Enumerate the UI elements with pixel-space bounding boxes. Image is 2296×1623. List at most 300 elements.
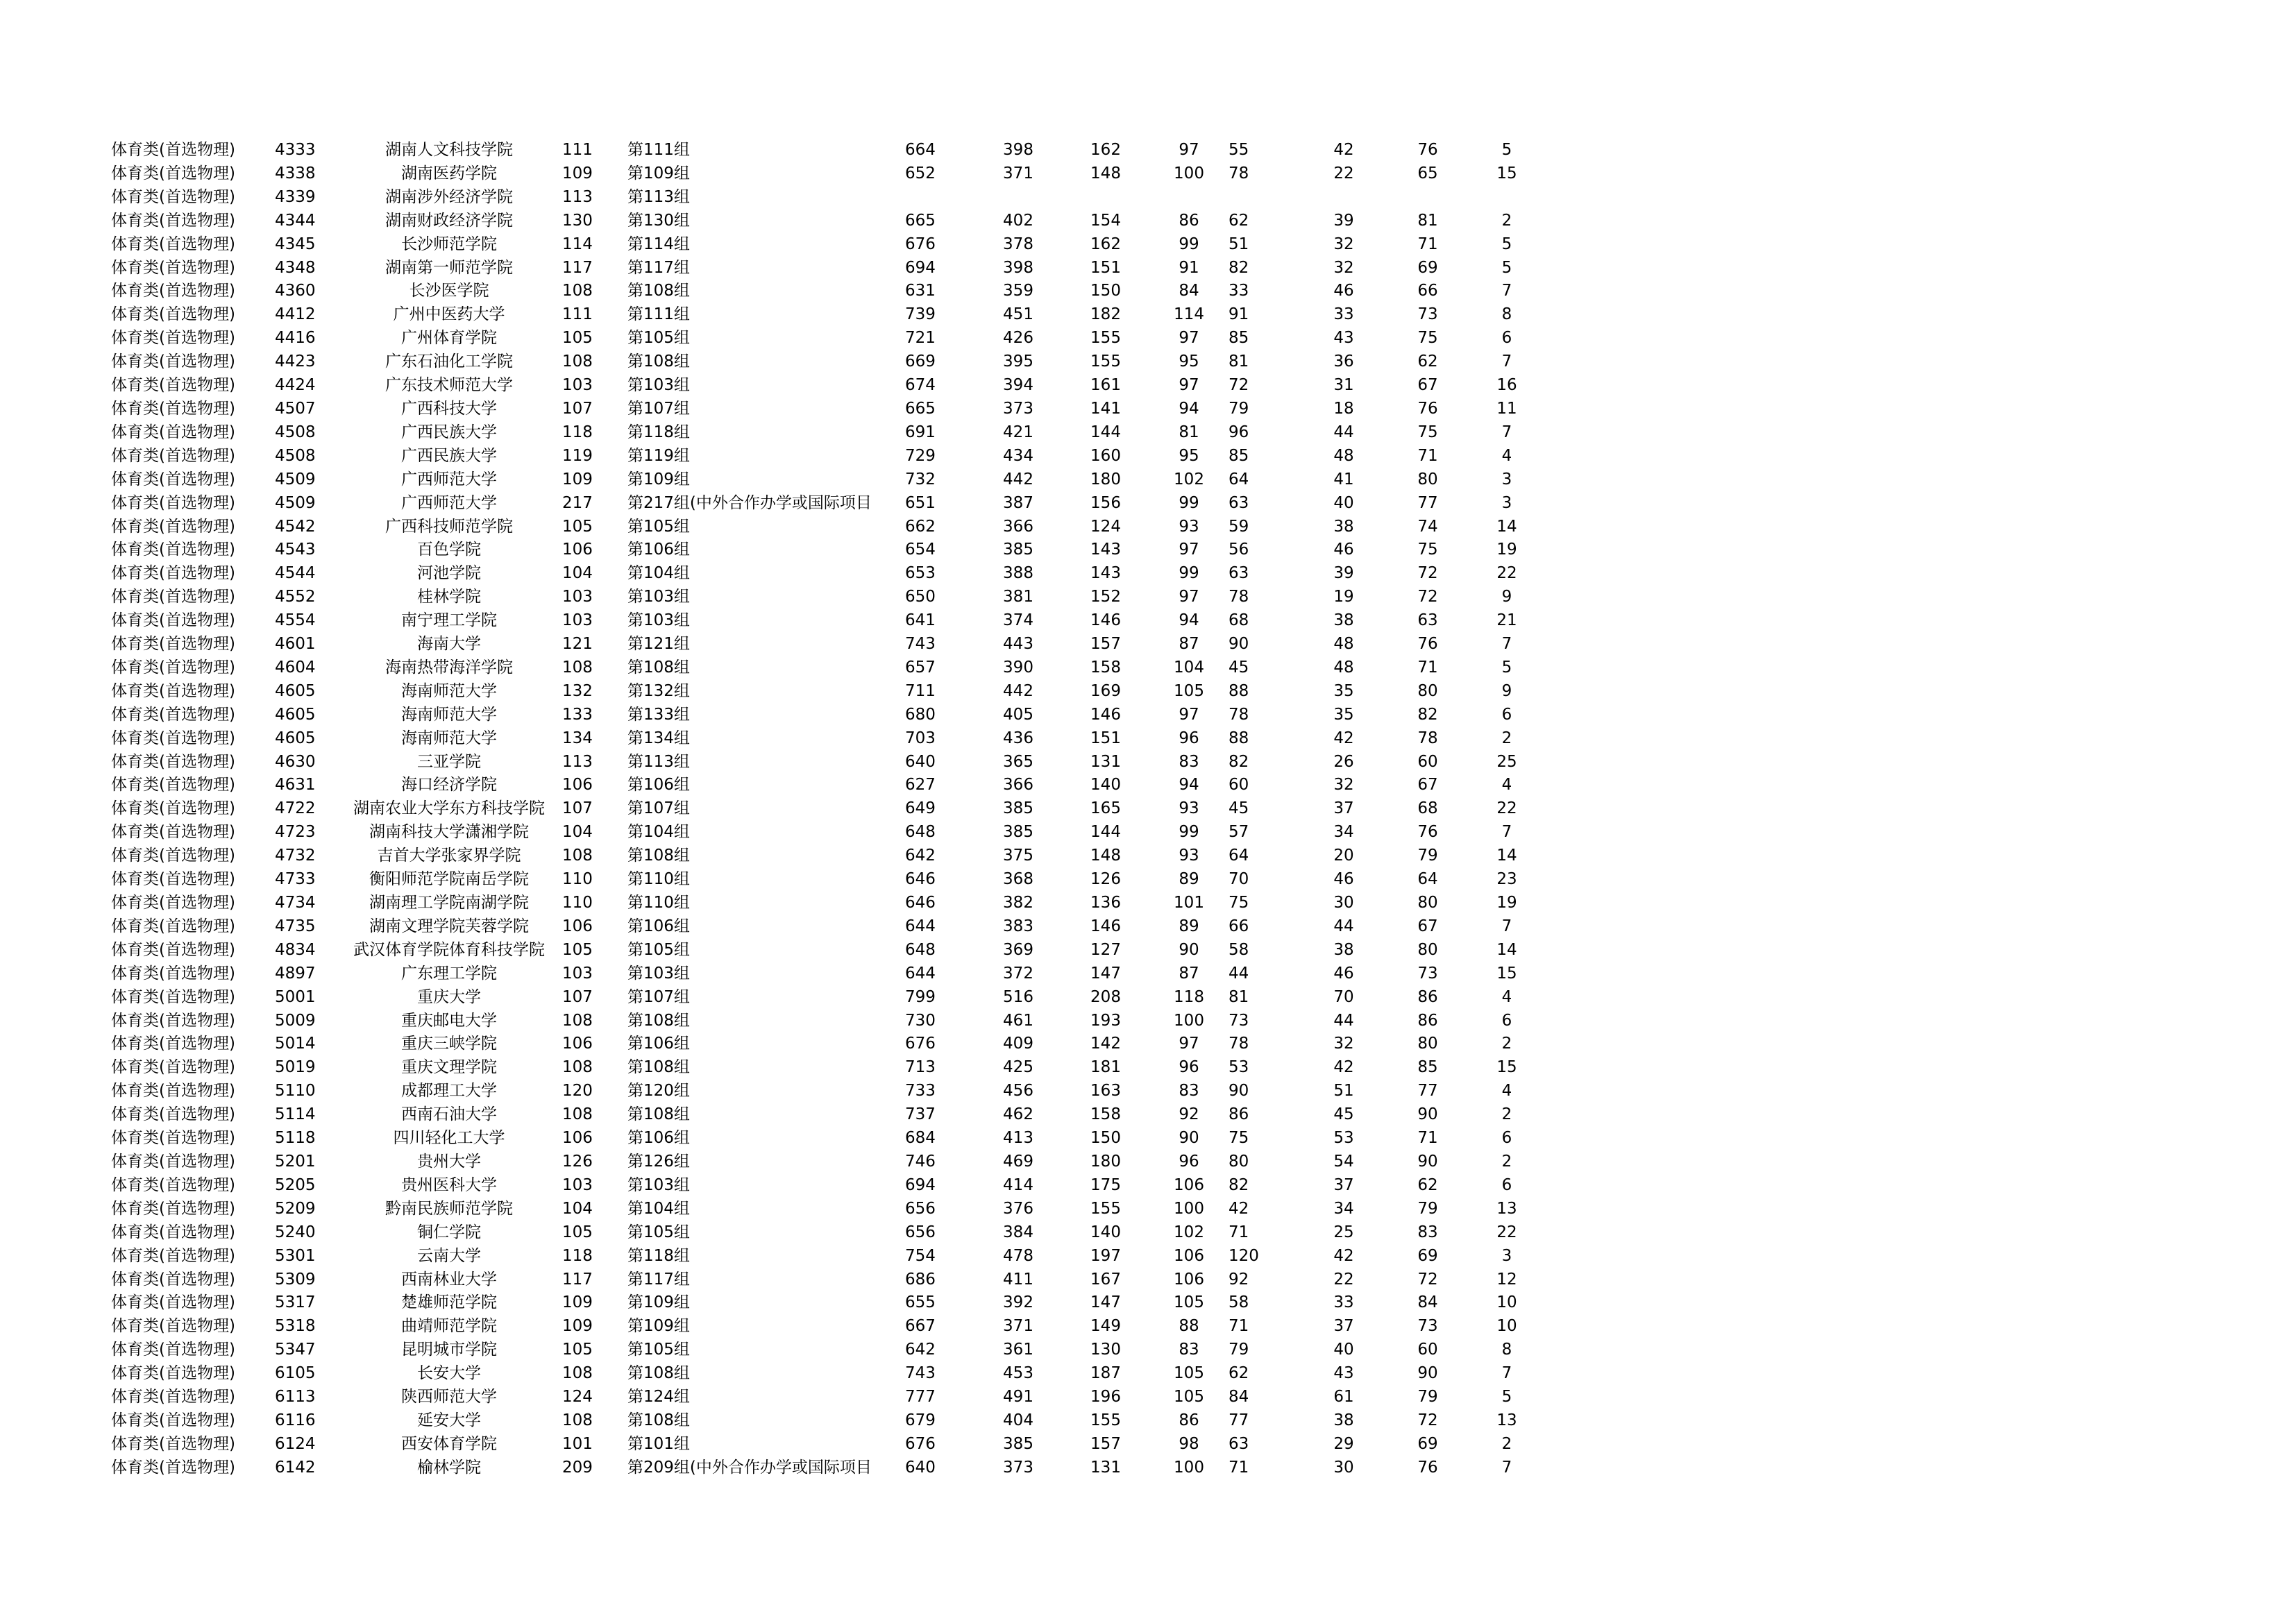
school-name-cell: 广东技术师范大学: [385, 376, 513, 395]
score-col-12: 69: [1417, 258, 1438, 277]
score-col-8: 208: [1090, 987, 1121, 1006]
school-name-cell: 广西民族大学: [401, 446, 497, 465]
group-code-cell: 111: [562, 141, 593, 159]
score-col-12: 67: [1417, 776, 1438, 794]
group-code-cell: 107: [562, 799, 593, 818]
score-col-8: 160: [1090, 446, 1121, 465]
school-code-cell: 4345: [275, 235, 316, 253]
total-score-cell: 665: [905, 399, 936, 418]
score-col-11: 35: [1333, 681, 1354, 700]
score-col-9: 99: [1179, 493, 1199, 512]
score-col-13: 7: [1501, 423, 1512, 441]
total-score-cell: 739: [905, 305, 936, 324]
score-col-12: 86: [1417, 987, 1438, 1006]
table-row: [111, 327, 1541, 350]
score-col-9: 84: [1179, 282, 1199, 300]
score-col-8: 152: [1090, 588, 1121, 606]
group-code-cell: 209: [562, 1458, 593, 1477]
total-score-cell: 644: [905, 917, 936, 935]
score-col-10: 120: [1229, 1246, 1259, 1265]
category-cell: 体育类(首选物理): [111, 1434, 235, 1453]
group-name-cell: 第104组: [627, 564, 690, 583]
score-col-12: 81: [1417, 211, 1438, 230]
school-code-cell: 4508: [275, 446, 316, 465]
category-cell: 体育类(首选物理): [111, 187, 235, 206]
category-cell: 体育类(首选物理): [111, 282, 235, 300]
school-code-cell: 5201: [275, 1152, 316, 1171]
group-code-cell: 113: [562, 187, 593, 206]
school-name-cell: 三亚学院: [417, 752, 481, 771]
category-cell: 体育类(首选物理): [111, 917, 235, 935]
score-col-8: 167: [1090, 1270, 1121, 1289]
score-col-10: 71: [1229, 1223, 1249, 1241]
score-col-7: 421: [1003, 423, 1033, 441]
score-col-11: 30: [1333, 894, 1354, 912]
group-name-cell: 第118组: [627, 423, 690, 441]
table-row: [111, 1127, 1541, 1150]
school-code-cell: 4734: [275, 894, 316, 912]
score-col-9: 92: [1179, 1105, 1199, 1124]
score-col-12: [1383, 186, 1473, 210]
score-col-9: 83: [1179, 752, 1199, 771]
score-col-12: 90: [1417, 1364, 1438, 1383]
score-col-10: 55: [1229, 141, 1249, 159]
school-name-cell: 楚雄师范学院: [401, 1293, 497, 1312]
group-code-cell: 103: [562, 376, 593, 395]
score-col-11: 33: [1333, 305, 1354, 324]
total-score-cell: 799: [905, 987, 936, 1006]
group-code-cell: 104: [562, 1199, 593, 1218]
score-col-11: 41: [1333, 470, 1354, 488]
category-cell: 体育类(首选物理): [111, 164, 235, 182]
score-col-13: 9: [1501, 588, 1512, 606]
score-col-11: 51: [1333, 1082, 1354, 1101]
total-score-cell: 648: [905, 940, 936, 959]
score-col-13: 9: [1501, 681, 1512, 700]
score-col-13: 2: [1501, 211, 1512, 230]
group-name-cell: 第134组: [627, 729, 690, 747]
group-name-cell: 第113组: [627, 187, 690, 206]
group-name-cell: 第109组: [627, 470, 690, 488]
score-col-7: 373: [1003, 1458, 1033, 1477]
score-col-11: 46: [1333, 870, 1354, 889]
score-col-7: 384: [1003, 1223, 1033, 1241]
score-col-12: 72: [1417, 588, 1438, 606]
score-col-9: 90: [1179, 1129, 1199, 1148]
score-col-10: 92: [1229, 1270, 1249, 1289]
group-code-cell: 105: [562, 517, 593, 536]
score-col-11: 45: [1333, 1105, 1354, 1124]
school-code-cell: 4509: [275, 493, 316, 512]
score-col-13: 10: [1496, 1317, 1517, 1336]
score-col-11: 54: [1333, 1152, 1354, 1171]
score-col-11: 46: [1333, 541, 1354, 559]
score-col-8: 155: [1090, 352, 1121, 371]
group-name-cell: 第108组: [627, 1011, 690, 1030]
group-name-cell: 第108组: [627, 1105, 690, 1124]
total-score-cell: 694: [905, 258, 936, 277]
school-code-cell: 4552: [275, 588, 316, 606]
score-col-12: 73: [1417, 964, 1438, 983]
school-name-cell: 海南师范大学: [401, 705, 497, 724]
score-col-8: 165: [1090, 799, 1121, 818]
group-code-cell: 109: [562, 1293, 593, 1312]
score-col-8: 150: [1090, 1129, 1121, 1148]
score-col-12: 76: [1417, 823, 1438, 842]
score-col-10: 60: [1229, 776, 1249, 794]
score-col-7: 392: [1003, 1293, 1033, 1312]
total-score-cell: 729: [905, 446, 936, 465]
score-col-13: 2: [1501, 1434, 1512, 1453]
category-cell: 体育类(首选物理): [111, 799, 235, 818]
school-name-cell: 湖南财政经济学院: [385, 211, 513, 230]
group-code-cell: 103: [562, 1175, 593, 1194]
total-score-cell: 642: [905, 1341, 936, 1359]
score-col-8: 180: [1090, 470, 1121, 488]
score-col-11: 37: [1333, 1317, 1354, 1336]
table-row: [111, 468, 1541, 492]
school-name-cell: 南宁理工学院: [401, 611, 497, 630]
score-col-7: 478: [1003, 1246, 1033, 1265]
score-col-8: 151: [1090, 729, 1121, 747]
school-name-cell: 桂林学院: [417, 588, 481, 606]
score-col-8: 155: [1090, 1199, 1121, 1218]
score-col-7: 385: [1003, 799, 1033, 818]
score-col-9: 100: [1174, 1199, 1204, 1218]
group-code-cell: 105: [562, 1223, 593, 1241]
score-col-8: 143: [1090, 564, 1121, 583]
table-row: [111, 656, 1541, 680]
category-cell: 体育类(首选物理): [111, 1270, 235, 1289]
score-col-8: 149: [1090, 1317, 1121, 1336]
score-col-9: 99: [1179, 235, 1199, 253]
table-row: [111, 421, 1541, 445]
score-col-8: 142: [1090, 1035, 1121, 1053]
score-col-9: 100: [1174, 164, 1204, 182]
score-col-8: 151: [1090, 258, 1121, 277]
score-col-10: 73: [1229, 1011, 1249, 1030]
school-code-cell: 4543: [275, 541, 316, 559]
total-score-cell: 676: [905, 1035, 936, 1053]
table-row: [111, 844, 1541, 868]
score-col-7: 394: [1003, 376, 1033, 395]
school-name-cell: 广西师范大学: [401, 470, 497, 488]
score-col-9: 97: [1179, 541, 1199, 559]
score-col-12: 83: [1417, 1223, 1438, 1241]
school-name-cell: 重庆大学: [417, 987, 481, 1006]
group-code-cell: 104: [562, 823, 593, 842]
score-col-10: 68: [1229, 611, 1249, 630]
category-cell: 体育类(首选物理): [111, 493, 235, 512]
score-col-7: 383: [1003, 917, 1033, 935]
category-cell: 体育类(首选物理): [111, 658, 235, 677]
group-code-cell: 107: [562, 987, 593, 1006]
admission-score-table: [111, 139, 1541, 1480]
score-col-11: 40: [1333, 1341, 1354, 1359]
score-col-10: 78: [1229, 705, 1249, 724]
group-code-cell: 104: [562, 564, 593, 583]
table-row: [111, 445, 1541, 468]
score-col-10: 63: [1229, 493, 1249, 512]
score-col-13: 3: [1501, 493, 1512, 512]
category-cell: 体育类(首选物理): [111, 847, 235, 865]
score-col-8: 162: [1090, 141, 1121, 159]
score-col-11: 44: [1333, 423, 1354, 441]
score-col-12: 72: [1417, 564, 1438, 583]
score-col-12: 72: [1417, 1411, 1438, 1429]
category-cell: 体育类(首选物理): [111, 1011, 235, 1030]
score-col-11: 42: [1333, 1058, 1354, 1077]
score-col-10: 62: [1229, 211, 1249, 230]
group-code-cell: 108: [562, 282, 593, 300]
score-col-8: 136: [1090, 894, 1121, 912]
score-col-10: 88: [1229, 729, 1249, 747]
school-name-cell: 四川轻化工大学: [393, 1129, 505, 1148]
school-name-cell: 广西科技师范学院: [385, 517, 513, 536]
school-name-cell: 延安大学: [417, 1411, 481, 1429]
school-name-cell: 广州体育学院: [401, 329, 497, 348]
table-row: [111, 538, 1541, 562]
score-col-7: 434: [1003, 446, 1033, 465]
score-col-8: 158: [1090, 658, 1121, 677]
score-col-7: 442: [1003, 470, 1033, 488]
group-name-cell: 第106组: [627, 1129, 690, 1148]
school-name-cell: 长沙医学院: [409, 282, 489, 300]
school-name-cell: 海南热带海洋学院: [385, 658, 513, 677]
score-col-12: 63: [1417, 611, 1438, 630]
group-code-cell: 108: [562, 1411, 593, 1429]
score-col-9: 99: [1179, 823, 1199, 842]
score-col-11: 39: [1333, 564, 1354, 583]
score-col-12: 73: [1417, 305, 1438, 324]
score-col-12: 79: [1417, 1388, 1438, 1407]
group-code-cell: 110: [562, 894, 593, 912]
group-name-cell: 第104组: [627, 823, 690, 842]
score-col-7: 373: [1003, 399, 1033, 418]
score-col-9: 94: [1179, 399, 1199, 418]
table-row: [111, 586, 1541, 609]
category-cell: 体育类(首选物理): [111, 729, 235, 747]
score-col-13: 7: [1501, 917, 1512, 935]
score-col-11: 38: [1333, 517, 1354, 536]
score-col-8: 197: [1090, 1246, 1121, 1265]
score-col-7: 381: [1003, 588, 1033, 606]
total-score-cell: 733: [905, 1082, 936, 1101]
category-cell: 体育类(首选物理): [111, 1175, 235, 1194]
category-cell: 体育类(首选物理): [111, 1341, 235, 1359]
total-score-cell: 667: [905, 1317, 936, 1336]
score-col-13: 22: [1496, 1223, 1517, 1241]
total-score-cell: 656: [905, 1199, 936, 1218]
school-name-cell: 河池学院: [417, 564, 481, 583]
score-col-9: 86: [1179, 211, 1199, 230]
table-row: [111, 1315, 1541, 1339]
category-cell: 体育类(首选物理): [111, 211, 235, 230]
group-name-cell: 第110组: [627, 894, 690, 912]
score-col-13: 5: [1501, 1388, 1512, 1407]
score-col-8: 158: [1090, 1105, 1121, 1124]
total-score-cell: 743: [905, 1364, 936, 1383]
score-col-9: 88: [1179, 1317, 1199, 1336]
score-col-13: 7: [1501, 635, 1512, 654]
total-score-cell: 646: [905, 894, 936, 912]
category-cell: 体育类(首选物理): [111, 1105, 235, 1124]
category-cell: 体育类(首选物理): [111, 894, 235, 912]
group-name-cell: 第107组: [627, 987, 690, 1006]
school-name-cell: 广西民族大学: [401, 423, 497, 441]
score-col-12: 75: [1417, 329, 1438, 348]
score-col-12: 80: [1417, 940, 1438, 959]
table-row: [111, 774, 1541, 797]
score-col-12: 60: [1417, 752, 1438, 771]
group-name-cell: 第124组: [627, 1388, 690, 1407]
category-cell: 体育类(首选物理): [111, 870, 235, 889]
total-score-cell: 684: [905, 1129, 936, 1148]
school-code-cell: 5014: [275, 1035, 316, 1053]
score-col-13: 4: [1501, 776, 1512, 794]
school-code-cell: 5347: [275, 1341, 316, 1359]
group-name-cell: 第105组: [627, 329, 690, 348]
score-col-7: 390: [1003, 658, 1033, 677]
score-col-12: 64: [1417, 870, 1438, 889]
school-code-cell: 5114: [275, 1105, 316, 1124]
table-row: [111, 1456, 1541, 1480]
score-col-9: [1149, 186, 1229, 210]
school-code-cell: 5009: [275, 1011, 316, 1030]
category-cell: 体育类(首选物理): [111, 1223, 235, 1241]
score-col-7: 385: [1003, 541, 1033, 559]
school-code-cell: 4723: [275, 823, 316, 842]
total-score-cell: 674: [905, 376, 936, 395]
score-col-9: 93: [1179, 517, 1199, 536]
score-col-8: 175: [1090, 1175, 1121, 1194]
group-name-cell: 第108组: [627, 1411, 690, 1429]
score-col-9: 87: [1179, 964, 1199, 983]
table-row: [111, 1033, 1541, 1056]
school-name-cell: 湖南农业大学东方科技学院: [353, 799, 545, 818]
score-col-9: 105: [1174, 1388, 1204, 1407]
score-col-10: 79: [1229, 1341, 1249, 1359]
score-col-13: 12: [1496, 1270, 1517, 1289]
score-col-9: 104: [1174, 658, 1204, 677]
school-code-cell: 5110: [275, 1082, 316, 1101]
score-col-7: 414: [1003, 1175, 1033, 1194]
score-col-10: 82: [1229, 1175, 1249, 1194]
score-col-8: 148: [1090, 164, 1121, 182]
total-score-cell: 665: [905, 211, 936, 230]
score-col-10: 90: [1229, 1082, 1249, 1101]
score-col-7: 462: [1003, 1105, 1033, 1124]
score-col-12: 62: [1417, 1175, 1438, 1194]
score-col-7: 368: [1003, 870, 1033, 889]
total-score-cell: 642: [905, 847, 936, 865]
score-col-11: 70: [1333, 987, 1354, 1006]
group-name-cell: 第121组: [627, 635, 690, 654]
score-col-13: 13: [1496, 1199, 1517, 1218]
total-score-cell: 711: [905, 681, 936, 700]
score-col-10: 44: [1229, 964, 1249, 983]
score-col-11: 36: [1333, 352, 1354, 371]
school-name-cell: 铜仁学院: [417, 1223, 481, 1241]
score-col-10: 66: [1229, 917, 1249, 935]
table-row: [111, 398, 1541, 421]
school-name-cell: 海南师范大学: [401, 681, 497, 700]
school-name-cell: 昆明城市学院: [401, 1341, 497, 1359]
table-row: [111, 680, 1541, 704]
category-cell: 体育类(首选物理): [111, 1152, 235, 1171]
school-name-cell: 海南师范大学: [401, 729, 497, 747]
score-col-10: 72: [1229, 376, 1249, 395]
score-col-8: 146: [1090, 917, 1121, 935]
score-col-7: 378: [1003, 235, 1033, 253]
category-cell: 体育类(首选物理): [111, 588, 235, 606]
category-cell: 体育类(首选物理): [111, 305, 235, 324]
table-body: [111, 139, 1541, 1480]
score-col-11: 42: [1333, 1246, 1354, 1265]
score-col-7: 371: [1003, 164, 1033, 182]
score-col-10: 90: [1229, 635, 1249, 654]
score-col-7: 425: [1003, 1058, 1033, 1077]
total-score-cell: 650: [905, 588, 936, 606]
table-row: [111, 1245, 1541, 1268]
school-code-cell: 5317: [275, 1293, 316, 1312]
group-code-cell: 108: [562, 658, 593, 677]
score-col-10: 58: [1229, 1293, 1249, 1312]
total-score-cell: 649: [905, 799, 936, 818]
group-code-cell: 124: [562, 1388, 593, 1407]
score-col-8: 154: [1090, 211, 1121, 230]
school-code-cell: 4733: [275, 870, 316, 889]
group-name-cell: 第133组: [627, 705, 690, 724]
score-col-9: 87: [1179, 635, 1199, 654]
score-col-7: 372: [1003, 964, 1033, 983]
school-code-cell: 4631: [275, 776, 316, 794]
score-col-11: 22: [1333, 1270, 1354, 1289]
spreadsheet: [111, 139, 1541, 1480]
score-col-7: 453: [1003, 1364, 1033, 1383]
score-col-13: 2: [1501, 1152, 1512, 1171]
group-name-cell: 第120组: [627, 1082, 690, 1101]
school-name-cell: 湖南第一师范学院: [385, 258, 513, 277]
score-col-8: 147: [1090, 964, 1121, 983]
score-col-13: 19: [1496, 541, 1517, 559]
score-col-13: 5: [1501, 141, 1512, 159]
category-cell: 体育类(首选物理): [111, 1388, 235, 1407]
group-code-cell: 111: [562, 305, 593, 324]
school-code-cell: 4544: [275, 564, 316, 583]
school-code-cell: 6105: [275, 1364, 316, 1383]
score-col-10: 81: [1229, 352, 1249, 371]
school-code-cell: 4412: [275, 305, 316, 324]
score-col-10: 63: [1229, 1434, 1249, 1453]
total-score-cell: 654: [905, 541, 936, 559]
school-name-cell: 长安大学: [417, 1364, 481, 1383]
total-score-cell: 743: [905, 635, 936, 654]
total-score-cell: 686: [905, 1270, 936, 1289]
score-col-8: 182: [1090, 305, 1121, 324]
score-col-8: 148: [1090, 847, 1121, 865]
score-col-12: 62: [1417, 352, 1438, 371]
score-col-13: 2: [1501, 729, 1512, 747]
total-score-cell: 737: [905, 1105, 936, 1124]
score-col-9: 106: [1174, 1270, 1204, 1289]
table-row: [111, 162, 1541, 186]
score-col-8: 147: [1090, 1293, 1121, 1312]
score-col-7: 376: [1003, 1199, 1033, 1218]
score-col-12: 67: [1417, 376, 1438, 395]
score-col-8: 124: [1090, 517, 1121, 536]
score-col-10: 51: [1229, 235, 1249, 253]
